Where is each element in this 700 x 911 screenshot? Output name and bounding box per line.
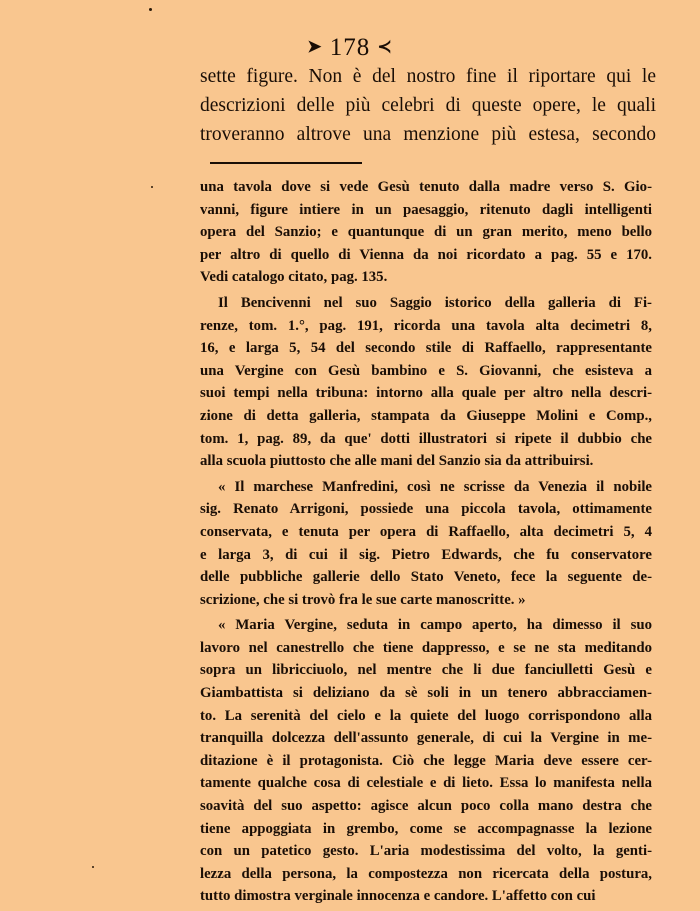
paper-speck: [92, 866, 94, 868]
footnote-line: e larga 3, di cui il sig. Pietro Edwards, che fu conservatore: [200, 546, 652, 563]
footnote-paragraph: [200, 476, 652, 612]
ornament-left: ➤: [307, 37, 323, 56]
paper-speck: [149, 8, 152, 11]
main-text-line: descrizioni delle più celebri di queste opere, le quali: [200, 95, 656, 116]
footnote-line: suoi tempi nella tribuna: intorno alla quale per altro nella descri-: [200, 385, 652, 402]
footnote-line: tiene appoggiata in grembo, come se accompagnasse la lezione: [200, 820, 652, 837]
footnote-line: lavoro nel canestrello che tiene dappresso, e se ne sta meditando: [200, 639, 652, 656]
footnote-line: tranquilla dolcezza dell'assunto generale, di cui la Vergine in me-: [200, 730, 652, 747]
footnote-line: delle pubbliche gallerie dello Stato Veneto, fece la seguente de-: [200, 569, 652, 586]
footnote-paragraph: [200, 292, 652, 473]
footnote-line: conservata, e tenuta per opera di Raffaello, alta decimetri 5, 4: [200, 523, 652, 540]
footnote-line: vanni, figure intiere in un paesaggio, ritenuto dagli intelligenti: [200, 201, 652, 218]
footnote-line: tom. 1, pag. 89, da que' dotti illustratori si ripete il dubbio che: [200, 430, 652, 447]
footnote-line: opera del Sanzio; e quantunque di un gran merito, meno bello: [200, 224, 652, 241]
footnote-line: ditazione è il protagonista. Ciò che legge Maria deve essere cer-: [200, 752, 652, 769]
footnote-line: con un patetico gesto. L'aria modestissima del volto, la genti-: [200, 843, 652, 860]
footnote-line: sig. Renato Arrigoni, possiede una piccola tavola, ottimamente: [200, 501, 652, 518]
footnote-line: renze, tom. 1.°, pag. 191, ricorda una tavola alta decimetri 8,: [200, 317, 652, 334]
footnote-line: tamente qualche cosa di celestiale e di lieto. Essa lo manifesta nella: [200, 775, 652, 792]
footnote-line: una Vergine con Gesù bambino e S. Giovanni, che esisteva a: [200, 362, 652, 379]
footnotes: [200, 176, 652, 911]
footnote-line: una tavola dove si vede Gesù tenuto dalla madre verso S. Gio-: [200, 179, 652, 195]
footnote-separator: [210, 162, 362, 164]
ornament-right: ≺: [377, 37, 393, 56]
main-text-line: sette figure. Non è del nostro fine il riportare qui le: [200, 66, 656, 87]
main-text: [200, 62, 656, 149]
footnote-line: zione di detta galleria, stampata da Giuseppe Molini e Comp.,: [200, 407, 652, 424]
footnote-paragraph: [200, 614, 652, 908]
page-header: [0, 34, 700, 62]
footnote-line: Vedi catalogo citato, pag. 135.: [200, 269, 388, 286]
footnote-line: scrizione, che si trovò fra le sue carte manoscritte. »: [200, 591, 526, 608]
main-text-line: troveranno altrove una menzione più estesa, secondo: [200, 124, 656, 145]
footnote-line: 16, e larga 5, 54 del secondo stile di Raffaello, rappresentante: [200, 340, 652, 357]
footnote-line: alla scuola piuttosto che alle mani del Sanzio sia da attribuirsi.: [200, 453, 594, 470]
footnote-line: « Il marchese Manfredini, così ne scrisse da Venezia il nobile: [218, 478, 652, 495]
footnote-line: « Maria Vergine, seduta in campo aperto, ha dimesso il suo: [218, 617, 652, 634]
footnote-line: Il Bencivenni nel suo Saggio istorico della galleria di Fi-: [218, 294, 652, 311]
footnote-line: tutto dimostra verginale innocenza e candore. L'affetto con cui: [200, 888, 596, 905]
footnote-line: Giambattista si deliziano da sè soli in un tenero abbracciamen-: [200, 685, 652, 702]
footnote-line: sopra un libricciuolo, nel mentre che li due fanciulletti Gesù e: [200, 662, 652, 679]
paper-speck: [151, 186, 153, 188]
footnote-line: to. La serenità del cielo e la quiete del luogo corrispondono alla: [200, 707, 652, 724]
footnote-line: soavità del suo aspetto: agisce alcun poco colla mano destra che: [200, 798, 652, 815]
footnote-paragraph: [200, 176, 652, 289]
page-number: 178: [329, 34, 371, 61]
footnote-line: lezza della persona, la compostezza non ricercata della postura,: [200, 865, 652, 882]
footnote-line: per altro di quello di Vienna da noi ricordato a pag. 55 e 170.: [200, 246, 652, 263]
